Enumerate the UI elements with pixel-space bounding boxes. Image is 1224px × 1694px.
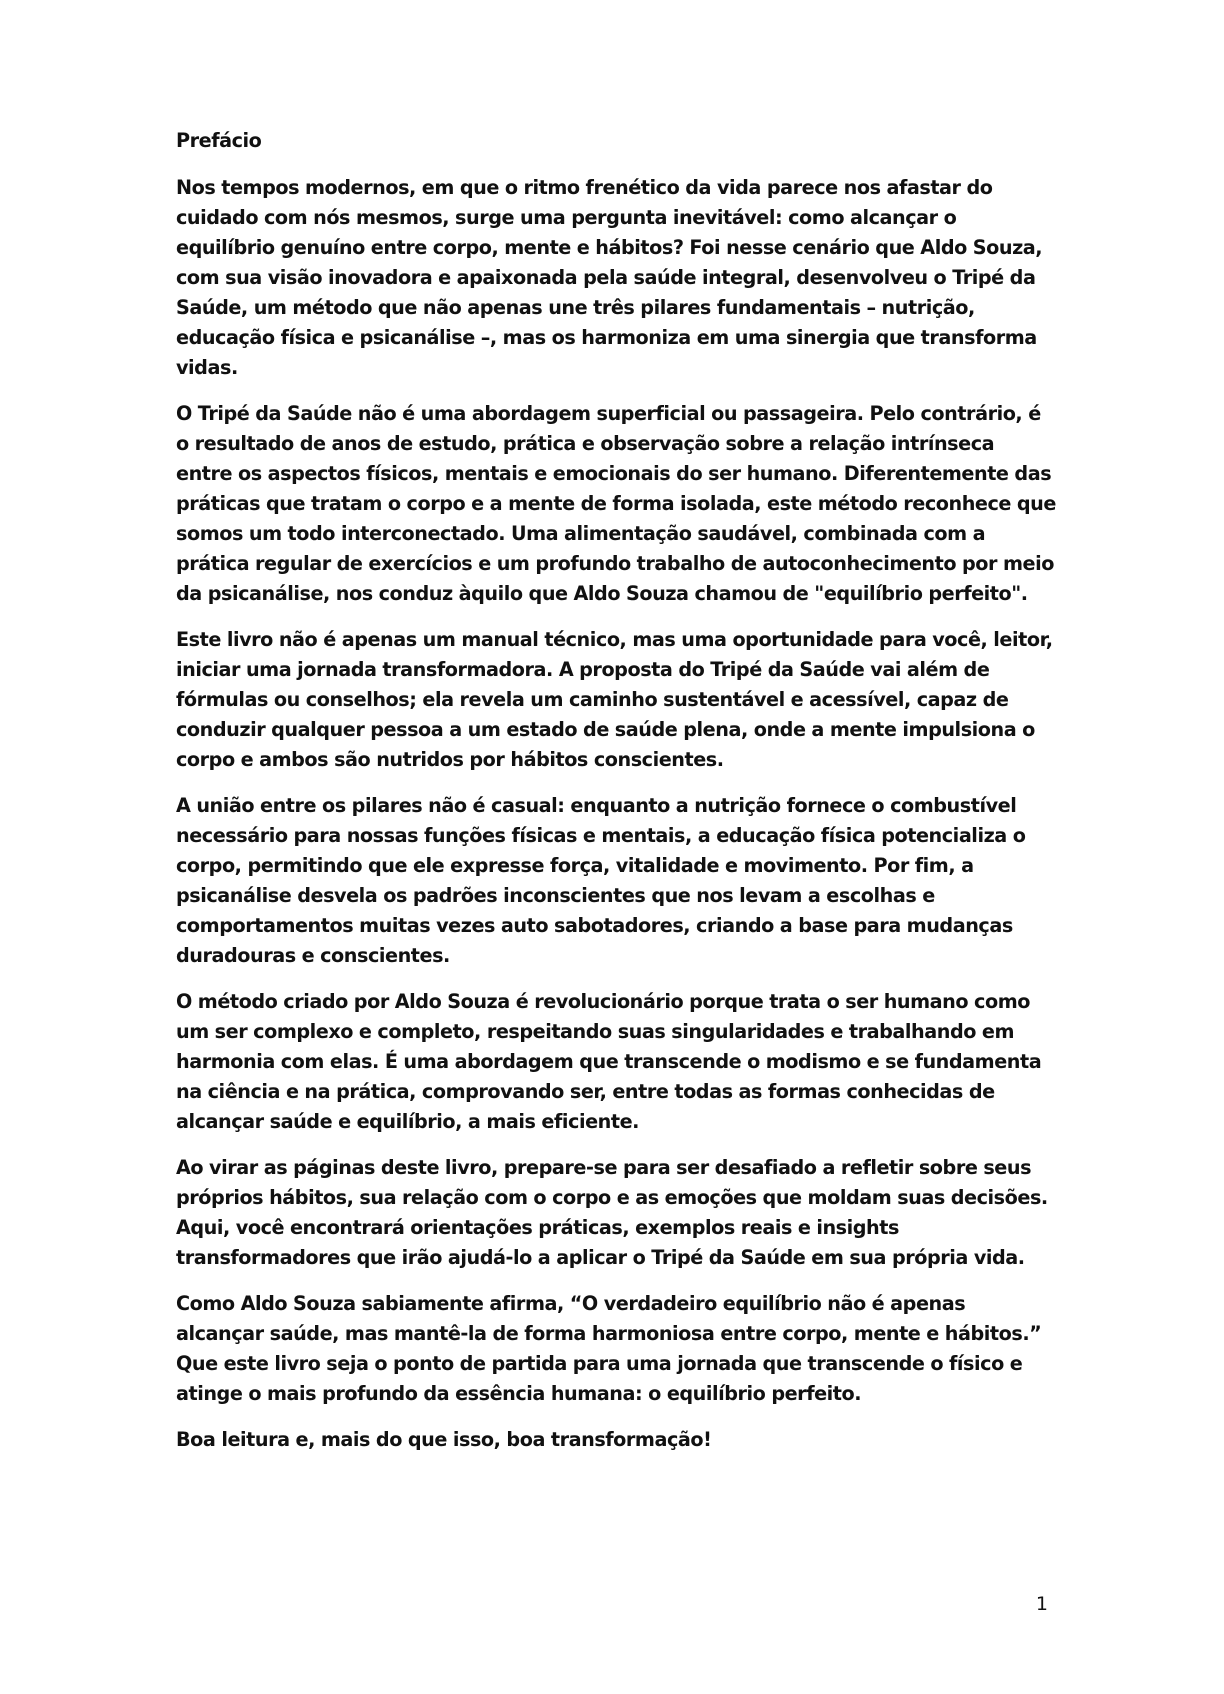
paragraph: Boa leitura e, mais do que isso, boa transformação! (176, 1428, 712, 1451)
paragraph: Nos tempos modernos, em que o ritmo frenético da vida parece nos afastar do cuidado com nós mesmos, surge uma pergunta inevitável: como alcançar o equilíbrio genuíno entre corpo, mente e hábitos? Foi nesse cenário que Aldo Souza, com sua visão inovadora e apaixonada pela saúde integral, desenvolveu o Tripé da Saúde, um método que não apenas une três pilares fundamentais – nutrição, educação física e psicanálise –, mas os harmoniza em uma sinergia que transforma vidas. (176, 176, 1043, 379)
paragraph: O Tripé da Saúde não é uma abordagem superficial ou passageira. Pelo contrário, é o resultado de anos de estudo, prática e observação sobre a relação intrínseca entre os aspectos físicos, mentais e emocionais do ser humano. Diferentemente das práticas que tratam o corpo e a mente de forma isolada, este método reconhece que somos um todo interconectado. Uma alimentação saudável, combinada com a prática regular de exercícios e um profundo trabalho de autoconhecimento por meio da psicanálise, nos conduz àquilo que Aldo Souza chamou de "equilíbrio perfeito". (176, 402, 1056, 605)
page-number: 1 (1035, 1593, 1048, 1615)
paragraph: A união entre os pilares não é casual: enquanto a nutrição fornece o combustível necessário para nossas funções físicas e mentais, a educação física potencializa o corpo, permitindo que ele expresse força, vitalidade e movimento. Por fim, a psicanálise desvela os padrões inconscientes que nos levam a escolhas e comportamentos muitas vezes auto sabotadores, criando a base para mudanças duradouras e conscientes. (176, 794, 1026, 967)
paragraph: Este livro não é apenas um manual técnico, mas uma oportunidade para você, leitor, iniciar uma jornada transformadora. A proposta do Tripé da Saúde vai além de fórmulas ou conselhos; ela revela um caminho sustentável e acessível, capaz de conduzir qualquer pessoa a um estado de saúde plena, onde a mente impulsiona o corpo e ambos são nutridos por hábitos conscientes. (176, 628, 1053, 771)
document-body (176, 126, 1056, 1471)
paragraph: Como Aldo Souza sabiamente afirma, “O verdadeiro equilíbrio não é apenas alcançar saúde, mas mantê-la de forma harmoniosa entre corpo, mente e hábitos.” Que este livro seja o ponto de partida para uma jornada que transcende o físico e atinge o mais profundo da essência humana: o equilíbrio perfeito. (176, 1292, 1042, 1405)
paragraph: O método criado por Aldo Souza é revolucionário porque trata o ser humano como um ser complexo e completo, respeitando suas singularidades e trabalhando em harmonia com elas. É uma abordagem que transcende o modismo e se fundamenta na ciência e na prática, comprovando ser, entre todas as formas conhecidas de alcançar saúde e equilíbrio, a mais eficiente. (176, 990, 1042, 1133)
page-title: Prefácio (176, 129, 262, 152)
paragraph: Ao virar as páginas deste livro, prepare-se para ser desafiado a refletir sobre seus próprios hábitos, sua relação com o corpo e as emoções que moldam suas decisões. Aqui, você encontrará orientações práticas, exemplos reais e insights transformadores que irão ajudá-lo a aplicar o Tripé da Saúde em sua própria vida. (176, 1156, 1048, 1269)
